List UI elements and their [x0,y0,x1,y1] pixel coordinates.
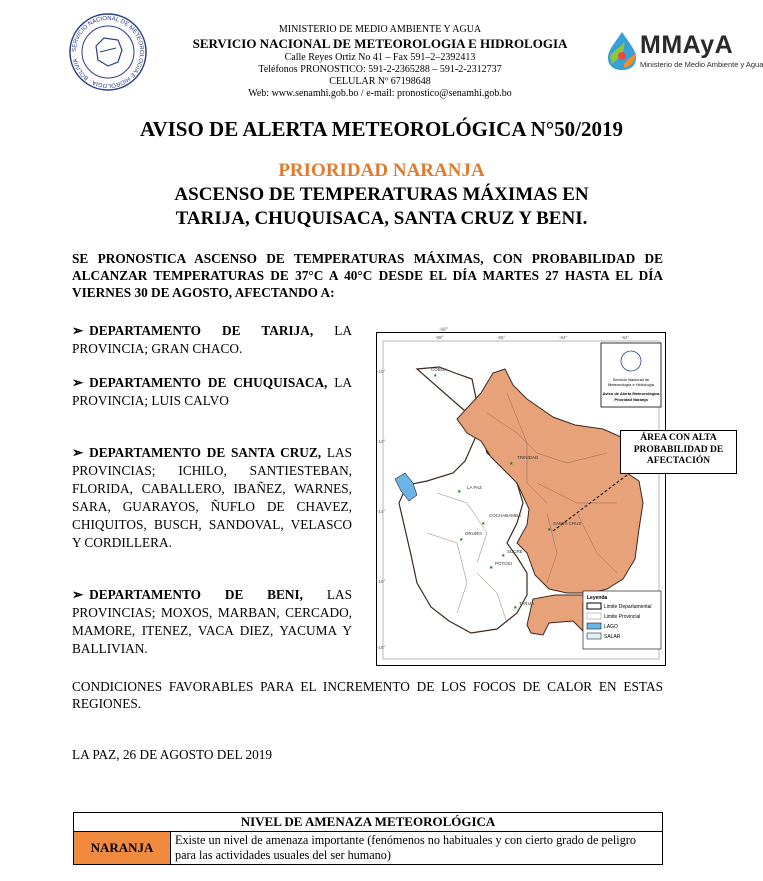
legend-label-dept: Limite Departamental [604,604,652,610]
side-tick: -14° [377,509,386,514]
legend-label-salar: SALAR [604,634,621,640]
city-label-santacruz: SANTA CRUZ [553,521,582,526]
legend-title: Leyenda [587,595,608,601]
department-detail: LAS PROVINCIAS; ICHILO, SANTIESTEBAN, FLORIDA, CABALLERO, IBAÑEZ, WARNES, SARA, GUARAYOS, ÑUFLO DE CHAVEZ, CHIQUITOS, BUSCH, SANDOVAL, VELASCO Y CORDILLERA. [72,445,352,550]
mmaya-drop-icon [604,28,640,72]
threat-table-header: NIVEL DE AMENAZA METEOROLÓGICA [74,813,663,832]
inset-line1: Servicio Nacional de [612,377,650,382]
top-tick: -62° [621,335,630,340]
svg-text:SERVICIO NACIONAL DE METEOROLO [72,16,144,88]
arrow-bullet-icon: ➢ [72,445,84,460]
department-name: DEPARTAMENTO DE SANTA CRUZ, [89,445,322,460]
department-name: DEPARTAMENTO DE BENI, [89,587,304,602]
department-name: DEPARTAMENTO DE TARIJA, [89,323,314,338]
cell-line: CELULAR Nº 67198648 [329,76,431,87]
top-tick: -68° [435,335,444,340]
map-top-ticks [435,335,630,340]
city-marker-santacruz: ★ [547,528,552,533]
side-tick: -16° [377,579,386,584]
city-label-potosi: POTOSI [495,561,512,566]
legend-swatch-prov [587,613,601,619]
seal-text: SERVICIO NACIONAL DE METEOROLOGIA E HIDROLOGIA · BOLIVIA [71,15,145,89]
affected-area-callout: ÁREA CON ALTA PROBABILIDAD DE AFECTACIÓN [620,430,737,474]
lake-titicaca [395,473,417,501]
threat-level-cell: NARANJA [74,832,171,865]
city-label-lapaz: LA PAZ [467,485,482,490]
department-detail: LA PROVINCIA; LUIS CALVO [72,375,352,408]
department-name: DEPARTAMENTO DE CHUQUISACA, [89,375,328,390]
department-item-santa-cruz [72,444,352,552]
city-label-oruro: ORURO [465,531,482,536]
top-tick: -66° [497,335,506,340]
legend-label-lake: LAGO [604,624,618,630]
forecast-paragraph: SE PRONOSTICA ASCENSO DE TEMPERATURAS MÁXIMAS, CON PROBABILIDAD DE ALCANZAR TEMPERATURAS DE 37°C A 40°C DESDE EL DÍA MARTES 27 HASTA EL DÍA VIERNES 30 DE AGOSTO, AFECTANDO A: [72,251,663,300]
city-marker-cochabamba: ★ [481,522,486,527]
city-label-cobija: COBIJA [431,367,448,372]
city-label-cochabamba: COCHABAMBA [489,513,522,518]
ministry-name: MINISTERIO DE MEDIO AMBIENTE Y AGUA [278,24,482,35]
legend-label-prov: Limite Provincial [604,614,641,620]
legend-swatch-lake [587,623,601,629]
city-label-trinidad: TRINIDAD [517,455,539,460]
city-marker-potosi: ★ [489,566,494,571]
legend-swatch-salar [587,633,601,639]
map-tick-top: -68° [439,328,448,333]
map-side-ticks [377,369,386,650]
phones-line: Teléfonos PRONOSTICO: 591-2-2365288 – 591-2-2312737 [258,64,502,75]
inset-line3: Aviso de Alerta Meteorológica [602,391,660,396]
city-marker-sucre: ★ [501,554,506,559]
web-line: Web: www.senamhi.gob.bo / e-mail: pronostico@senamhi.gob.bo [248,88,512,99]
city-marker-lapaz: ★ [457,490,462,495]
alert-map [376,328,666,666]
date-line: LA PAZ, 26 DE AGOSTO DEL 2019 [72,747,273,762]
city-label-tarija: TARIJA [519,601,535,606]
city-marker-trinidad: ★ [509,462,514,467]
inset-line2: Meteorología e Hidrología [607,382,655,387]
city-label-sucre: SUCRE [507,549,523,554]
alert-subtitle-line2: TARIJA, CHUQUISACA, SANTA CRUZ Y BENI. [175,208,588,229]
mmaya-logo-subtitle: Ministerio de Medio Ambiente y Agua [640,60,763,69]
side-tick: -12° [377,439,386,444]
alert-title: AVISO DE ALERTA METEOROLÓGICA N°50/2019 [140,117,623,141]
threat-description-cell: Existe un nivel de amenaza importante (fenómenos no habituales y con cierto grado de peligro para las actividades usuales del ser humano) [171,832,663,865]
department-item-chuquisaca [72,374,352,410]
top-tick: -64° [559,335,568,340]
bolivia-map-svg [377,328,665,665]
city-marker-oruro: ★ [459,538,464,543]
city-marker-tarija: ★ [513,606,518,611]
department-item-tarija [72,322,352,358]
department-item-beni [72,586,352,658]
legend-swatch-dept [587,603,601,609]
arrow-bullet-icon: ➢ [72,587,84,602]
service-name: SERVICIO NACIONAL DE METEOROLOGIA E HIDROLOGIA [192,36,568,51]
department-detail: LAS PROVINCIAS; MOXOS, MARBAN, CERCADO, MAMORE, ITENEZ, VACA DIEZ, YACUMA Y BALLIVIAN. [72,587,353,656]
side-tick: -10° [377,369,386,374]
mmaya-logo-text: MMAyA [640,31,734,59]
conditions-paragraph: CONDICIONES FAVORABLES PARA EL INCREMENTO DE LOS FOCOS DE CALOR EN ESTAS REGIONES. [72,679,663,711]
inset-line4: Prioridad Naranja [614,397,648,402]
senamhi-seal-logo [68,12,148,92]
city-marker-cobija: ★ [433,374,438,379]
address-line: Calle Reyes Ortiz No 41 – Fax 591–2–2392413 [284,52,476,63]
threat-level-table [73,812,663,865]
side-tick: -18° [377,645,386,650]
alert-subtitle-line1: ASCENSO DE TEMPERATURAS MÁXIMAS EN [174,184,589,205]
arrow-bullet-icon: ➢ [72,323,84,338]
arrow-bullet-icon: ➢ [72,375,84,390]
priority-label: PRIORIDAD NARANJA [278,160,485,181]
department-detail: LA PROVINCIA; GRAN CHACO. [72,323,352,356]
